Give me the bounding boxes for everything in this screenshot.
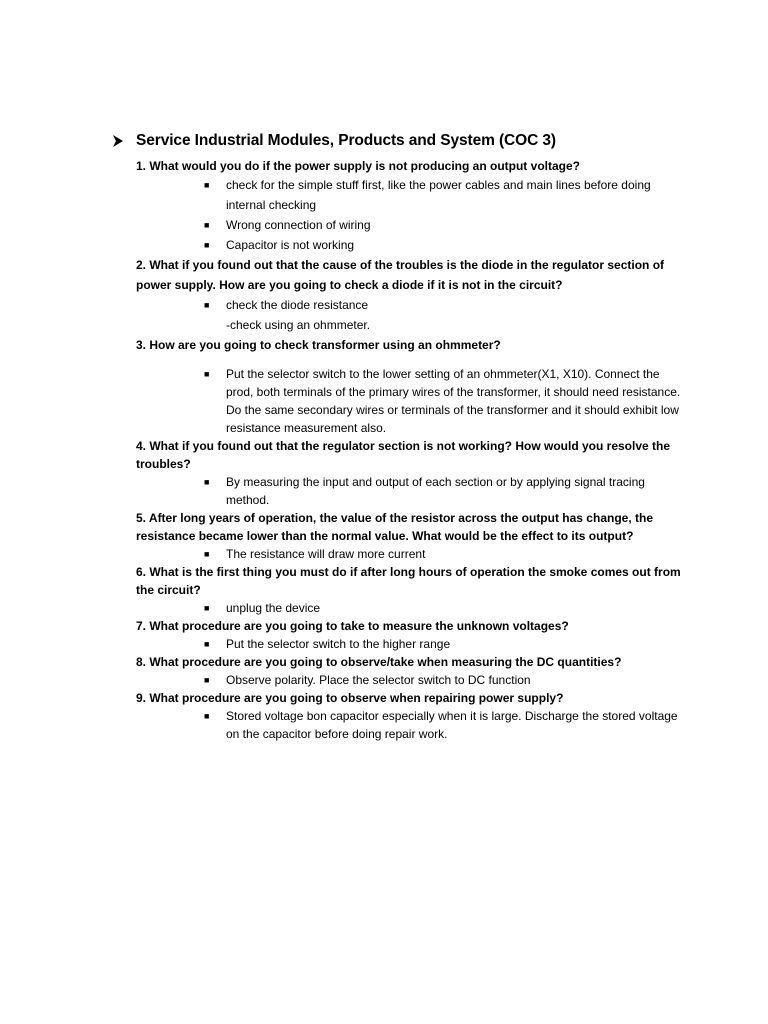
answer-item: ■ Put the selector switch to the lower setting of an ohmmeter(X1, X10). Connect the prod, both terminals of the primary wires of the transformer, it should need resistance. Do the same secondary wires or terminals of the transformer and it should exhibit low resistance measurement also. — [204, 367, 681, 435]
answers-5 — [136, 545, 681, 563]
question-list — [136, 157, 681, 743]
square-bullet-icon: ■ — [204, 477, 210, 487]
question-9: 9. What procedure are you going to observe when repairing power supply? — [136, 691, 564, 705]
answer-item: ■ Stored voltage bon capacitor especially when it is large. Discharge the stored voltage on the capacitor before doing repair work. — [204, 709, 678, 741]
square-bullet-icon: ■ — [204, 369, 210, 379]
square-bullet-icon: ■ — [204, 675, 210, 685]
answers-3 — [136, 365, 681, 437]
answer-item: ■ Wrong connection of wiring — [136, 215, 681, 235]
square-bullet-icon: ■ — [204, 300, 210, 310]
answer-item: ■ Capacitor is not working — [136, 235, 681, 255]
answer-item: ■ By measuring the input and output of each section or by applying signal tracing method. — [204, 475, 645, 507]
answers-8 — [136, 671, 681, 689]
square-bullet-icon: ■ — [204, 603, 210, 613]
answers-2 — [136, 295, 681, 335]
square-bullet-icon: ■ — [204, 220, 210, 230]
square-bullet-icon: ■ — [204, 240, 210, 250]
question-5: 5. After long years of operation, the value of the resistor across the output has change, the resistance became lower than the normal value. What would be the effect to its output? — [136, 511, 653, 543]
question-4: 4. What if you found out that the regulator section is not working? How would you resolve the troubles? — [136, 439, 671, 471]
answer-item: ■ check the diode resistance — [136, 295, 681, 315]
answers-7 — [136, 635, 681, 653]
answer-item: ■ unplug the device — [204, 601, 321, 615]
question-3: 3. How are you going to check transformer using an ohmmeter? — [136, 338, 501, 352]
section-heading — [112, 132, 556, 150]
square-bullet-icon: ■ — [204, 549, 210, 559]
square-bullet-icon: ■ — [204, 639, 210, 649]
answer-item: ■ Observe polarity. Place the selector switch to DC function — [204, 673, 531, 687]
question-6: 6. What is the first thing you must do if after long hours of operation the smoke comes out from the circuit? — [136, 565, 681, 597]
answer-note: -check using an ohmmeter. — [226, 318, 371, 332]
answers-9 — [136, 707, 681, 743]
arrow-bullet-icon — [112, 134, 124, 148]
answer-item: ■ Put the selector switch to the higher range — [204, 637, 451, 651]
square-bullet-icon: ■ — [204, 180, 210, 190]
answers-6 — [136, 599, 681, 617]
question-8: 8. What procedure are you going to observe/take when measuring the DC quantities? — [136, 655, 622, 669]
answers-4 — [136, 473, 681, 509]
question-1: 1. What would you do if the power supply is not producing an output voltage? — [136, 159, 580, 173]
answer-item: ■ check for the simple stuff first, like the power cables and main lines before doing internal checking — [136, 175, 681, 215]
question-2: 2. What if you found out that the cause of the troubles is the diode in the regulator section of power supply. How are you going to check a diode if it is not in the circuit? — [136, 258, 665, 292]
answers-1 — [136, 175, 681, 255]
question-7: 7. What procedure are you going to take to measure the unknown voltages? — [136, 619, 569, 633]
answer-item: ■ The resistance will draw more current — [204, 547, 426, 561]
square-bullet-icon: ■ — [204, 711, 210, 721]
heading-title: Service Industrial Modules, Products and System (COC 3) — [136, 132, 556, 149]
